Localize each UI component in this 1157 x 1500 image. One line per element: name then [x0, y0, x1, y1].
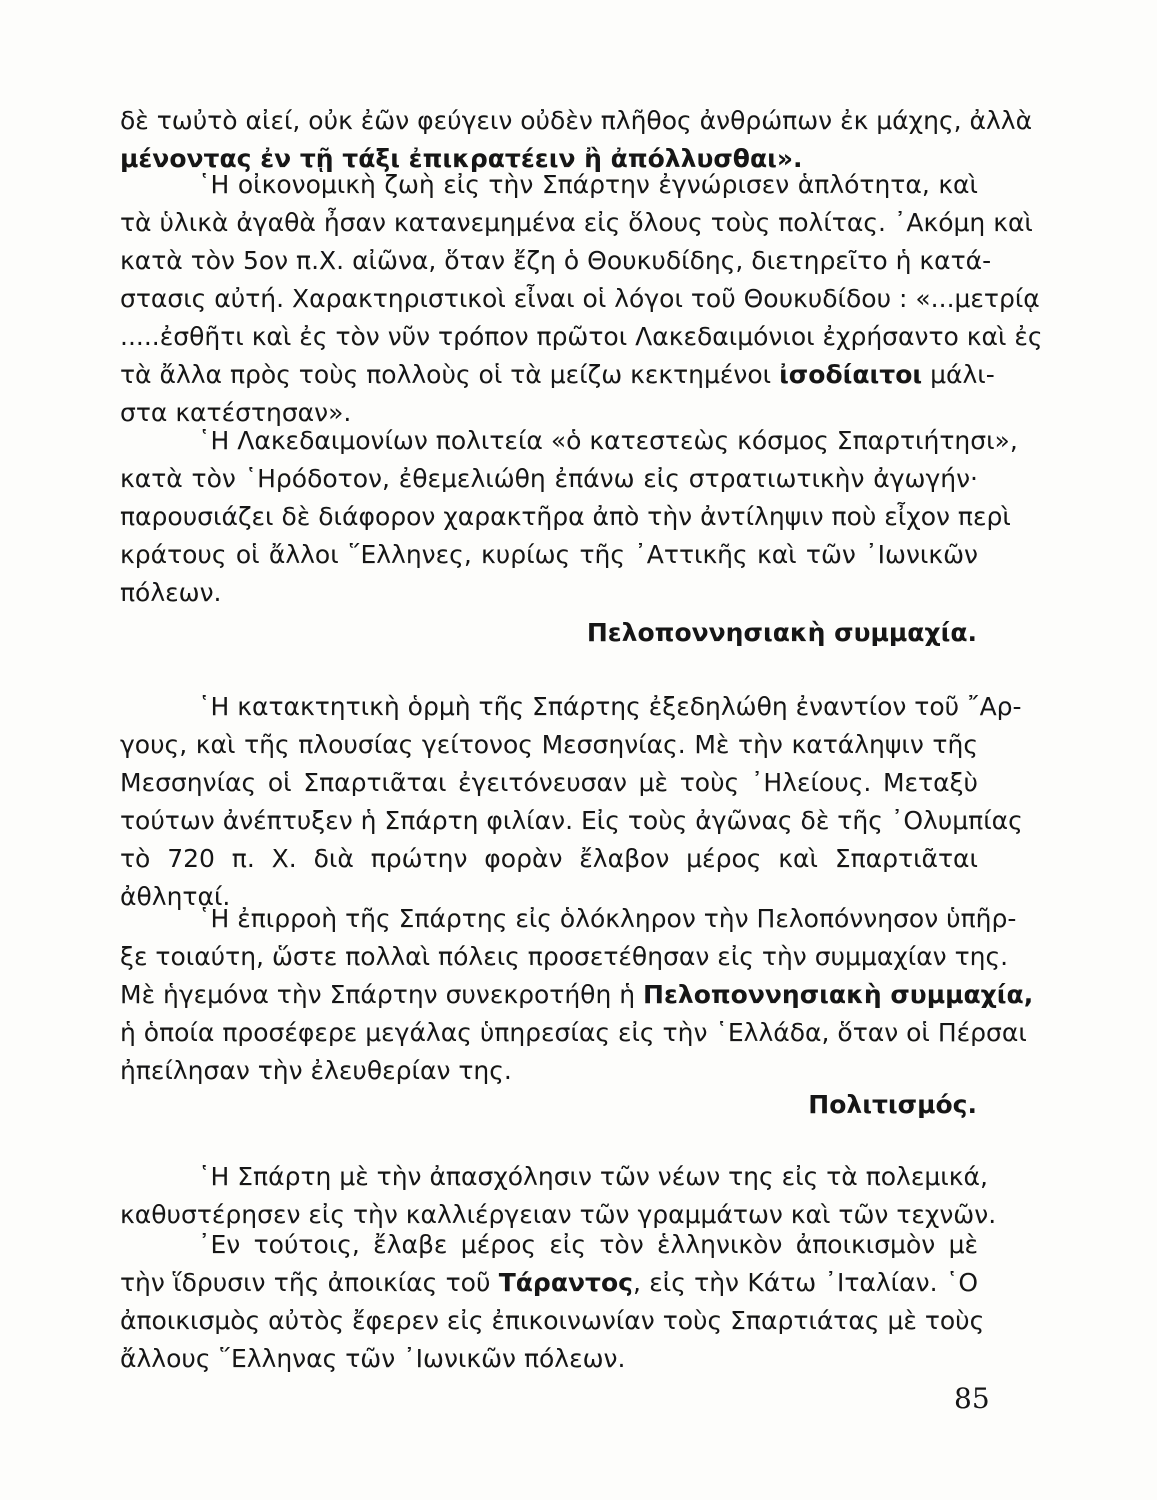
text-line: ἠπείλησαν τὴν ἐλευθερίαν της. — [120, 1056, 512, 1085]
text-line: .....ἐσθῆτι καὶ ἐς τὸν νῦν τρόπον πρῶτοι Λακεδαιμόνιοι ἐχρήσαντο καὶ ἐς — [120, 322, 1043, 351]
text-line: παρουσιάζει δὲ διάφορον χαρακτῆρα ἀπὸ τὴν ἀντίληψιν ποὺ εἶχον περὶ — [120, 502, 1011, 531]
text-line: στα κατέστησαν». — [120, 398, 352, 427]
paragraph-economy — [120, 166, 1043, 432]
text-line: πόλεων. — [120, 578, 222, 607]
section-heading-civilization: Πολιτισμός. — [808, 1090, 977, 1119]
text-line: ἄλλους ῞Ελληνας τῶν ᾿Ιωνικῶν πόλεων. — [120, 1344, 626, 1373]
paragraph-influence — [120, 900, 1034, 1090]
text-line: ἀποικισμὸς αὐτὸς ἔφερεν εἰς ἐπικοινωνίαν τοὺς Σπαρτιάτας μὲ τοὺς — [120, 1306, 985, 1335]
text-fragment: μάλι- — [922, 360, 995, 389]
text-line: τὰ ὑλικὰ ἀγαθὰ ἦσαν κατανεμημένα εἰς ὅλους τοὺς πολίτας. ᾿Ακόμη καὶ — [120, 208, 1033, 237]
text-line: δὲ τωὐτὸ αἰεί, οὐκ ἐῶν φεύγειν οὐδὲν πλῆθος ἀνθρώπων ἐκ μάχης, ἀλλὰ — [120, 106, 1033, 135]
text-line: τούτων ἀνέπτυξεν ἡ Σπάρτη φιλίαν. Εἰς τοὺς ἀγῶνας δὲ τῆς ᾿Ολυμπίας — [120, 806, 1023, 835]
section-heading-peloponnesian-league: Πελοποννησιακὴ συμμαχία. — [586, 618, 977, 647]
text-line-with-emphasis — [120, 976, 1034, 1014]
paragraph-constitution — [120, 422, 1018, 612]
bold-term: ἰσοδίαιτοι — [779, 360, 923, 389]
text-line-with-emphasis — [120, 1264, 978, 1302]
text-line: στασις αὐτή. Χαρακτηριστικοὶ εἶναι οἱ λόγοι τοῦ Θουκυδίδου : «...μετρίᾳ — [120, 284, 1040, 313]
text-line: ῾Η ἐπιρροὴ τῆς Σπάρτης εἰς ὁλόκληρον τὴν Πελοπόννησον ὑπῆρ- — [198, 904, 1017, 933]
text-line: ξε τοιαύτη, ὥστε πολλαὶ πόλεις προσετέθησαν εἰς τὴν συμμαχίαν της. — [120, 942, 1009, 971]
text-fragment: τὴν ἵδρυσιν τῆς ἀποικίας τοῦ — [120, 1268, 499, 1297]
text-line: Μεσσηνίας οἱ Σπαρτιᾶται ἐγειτόνευσαν μὲ τοὺς ᾿Ηλείους. Μεταξὺ — [120, 768, 978, 797]
text-line-with-emphasis — [120, 356, 995, 394]
text-line: γους, καὶ τῆς πλουσίας γείτονος Μεσσηνίας. Μὲ τὴν κατάληψιν τῆς — [120, 730, 978, 759]
text-line: τὸ 720 π. Χ. διὰ πρώτην φορὰν ἔλαβον μέρος καὶ Σπαρτιᾶται — [120, 844, 978, 873]
text-line: ῾Η κατακτητικὴ ὁρμὴ τῆς Σπάρτης ἐξεδηλώθη ἐναντίον τοῦ ῎Αρ- — [198, 692, 1022, 721]
text-line: ᾿Εν τούτοις, ἔλαβε μέρος εἰς τὸν ἑλληνικὸν ἀποικισμὸν μὲ — [198, 1230, 978, 1259]
text-line: κατὰ τὸν 5ον π.Χ. αἰῶνα, ὅταν ἔζη ὁ Θουκυδίδης, διετηρεῖτο ἡ κατά- — [120, 246, 992, 275]
text-line: κατὰ τὸν ῾Ηρόδοτον, ἐθεμελιώθη ἐπάνω εἰς στρατιωτικὴν ἀγωγήν· — [120, 464, 978, 493]
text-line: καθυστέρησεν εἰς τὴν καλλιέργειαν τῶν γραμμάτων καὶ τῶν τεχνῶν. — [120, 1200, 997, 1229]
text-fragment: Μὲ ἡγεμόνα τὴν Σπάρτην συνεκροτήθη ἡ — [120, 980, 644, 1009]
text-line: ῾Η οἰκονομικὴ ζωὴ εἰς τὴν Σπάρτην ἐγνώρισεν ἁπλότητα, καὶ — [198, 170, 978, 199]
bold-quote-line: μένοντας ἐν τῇ τάξι ἐπικρατέειν ἢ ἀπόλλυσθαι». — [120, 144, 803, 173]
page-number: 85 — [954, 1382, 990, 1415]
text-line: ῾Η Σπάρτη μὲ τὴν ἀπασχόλησιν τῶν νέων της εἰς τὰ πολεμικά, — [198, 1162, 988, 1191]
paragraph-culture — [120, 1158, 997, 1234]
text-line: κράτους οἱ ἄλλοι ῞Ελληνες, κυρίως τῆς ᾿Αττικῆς καὶ τῶν ᾿Ιωνικῶν — [120, 540, 978, 569]
text-fragment: τὰ ἄλλα πρὸς τοὺς πολλοὺς οἱ τὰ μείζω κεκτημένοι — [120, 360, 780, 389]
paragraph-colonization — [120, 1226, 985, 1378]
bold-term: Πελοποννησιακὴ συμμαχία, — [643, 980, 1034, 1009]
paragraph-conquest — [120, 688, 1023, 916]
text-line: ἡ ὁποία προσέφερε μεγάλας ὑπηρεσίας εἰς τὴν ῾Ελλάδα, ὅταν οἱ Πέρσαι — [120, 1018, 1027, 1047]
text-fragment: , εἰς τὴν Κάτω ᾿Ιταλίαν. ῾Ο — [632, 1268, 978, 1297]
bold-term: Τάραντος — [498, 1268, 633, 1297]
text-line: ἀθληταί. — [120, 882, 231, 911]
text-line: ῾Η Λακεδαιμονίων πολιτεία «ὁ κατεστεὼς κόσμος Σπαρτιήτησι», — [198, 426, 1018, 455]
